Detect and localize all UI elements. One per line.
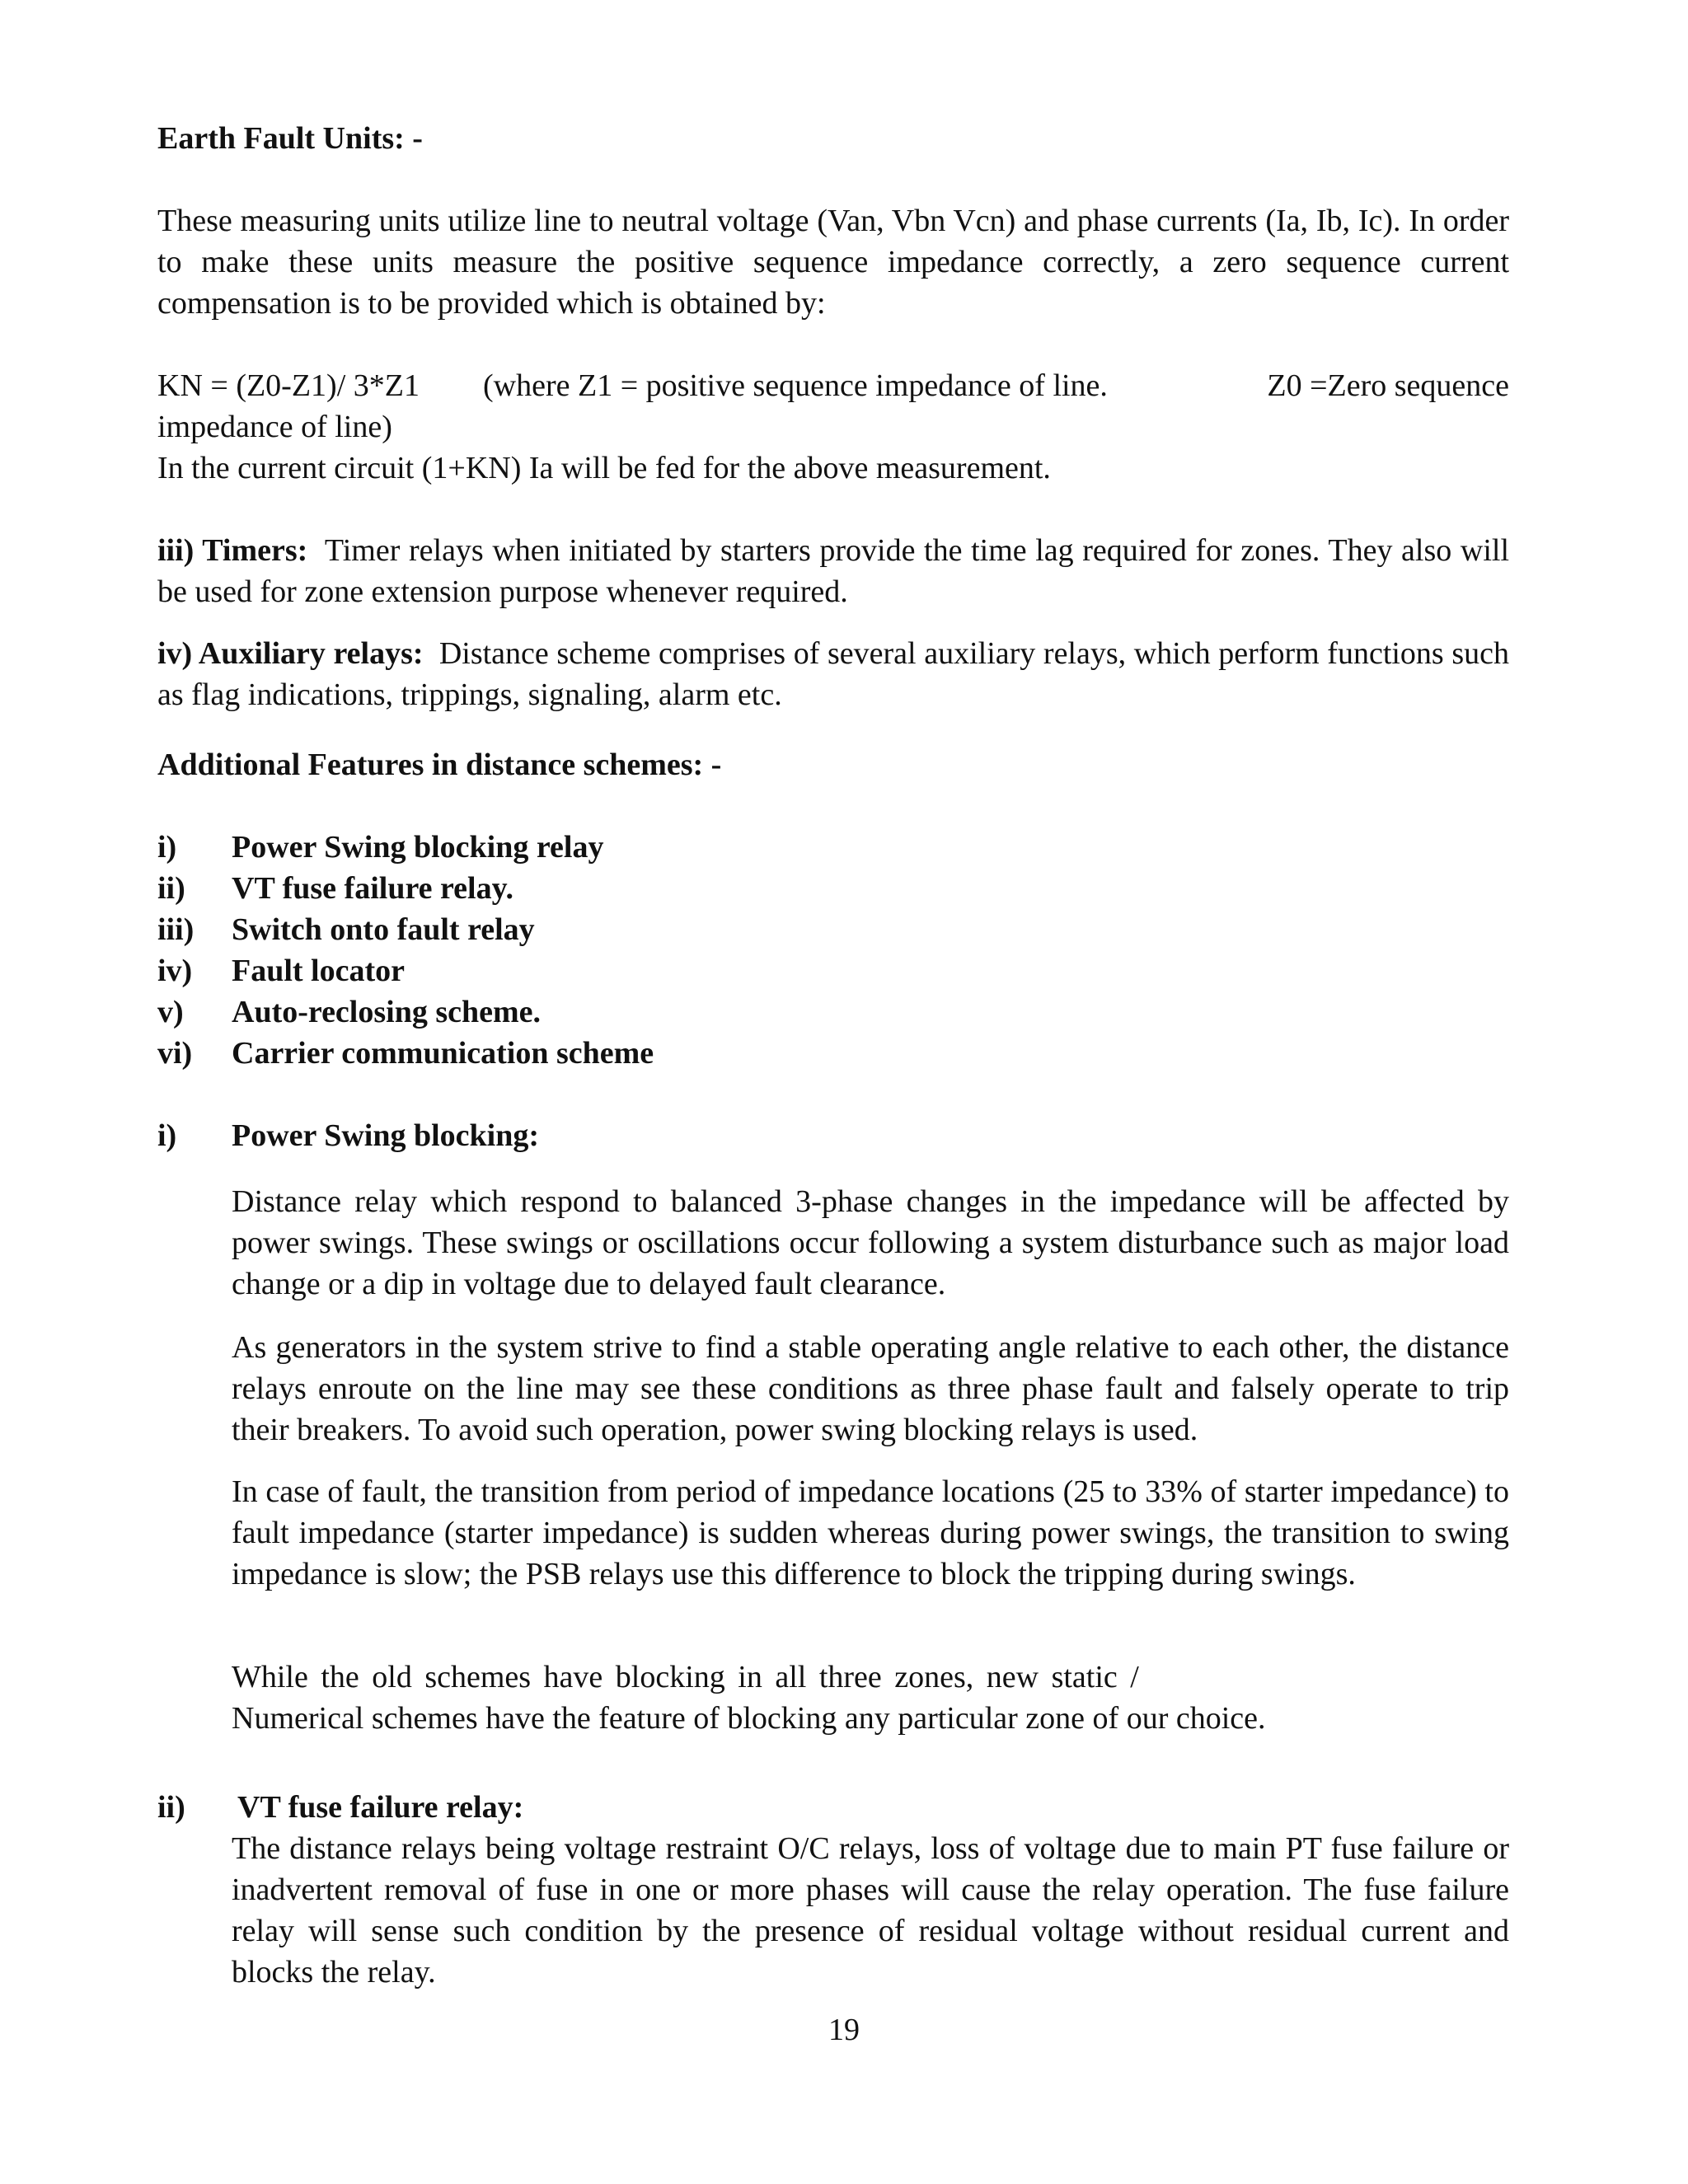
aux-relays-paragraph xyxy=(157,633,1509,715)
heading-additional-features: Additional Features in distance schemes: - xyxy=(157,748,722,782)
list-text: Switch onto fault relay xyxy=(232,912,535,947)
list-number: i) xyxy=(157,830,177,865)
aux-relays-label: iv) Auxiliary relays: xyxy=(157,636,424,671)
kn-z0-text: Z0 =Zero sequence xyxy=(1267,368,1509,403)
kn-formula: KN = (Z0-Z1)/ 3*Z1 xyxy=(157,368,420,403)
kn-formula-line xyxy=(157,365,1509,406)
timers-label: iii) Timers: xyxy=(157,533,308,568)
paragraph-measuring-units: These measuring units utilize line to neutral voltage (Van, Vbn Vcn) and phase currents (Ia, Ib, Ic). In order to make these units measure the positive sequence impedance correctly, a zero sequence current compensation is to be provided which is obtained by: xyxy=(157,204,1509,321)
aux-relays-text: Distance scheme comprises of several auxiliary relays, which perform functions such as flag indications, trippings, signaling, alarm etc. xyxy=(157,636,1510,712)
list-number: vi) xyxy=(157,1036,193,1071)
power-swing-paragraph-3: In case of fault, the transition from period of impedance locations (25 to 33% of starter impedance) to fault impedance (starter impedance) is sudden whereas during power swings, the transition to swing impedance is slow; the PSB relays use this difference to block the tripping during swings. xyxy=(232,1474,1509,1591)
list-text: Auto-reclosing scheme. xyxy=(232,995,542,1029)
list-number: ii) xyxy=(157,871,185,906)
list-number: v) xyxy=(157,995,184,1029)
kn-where-text: (where Z1 = positive sequence impedance of line. xyxy=(483,368,1108,403)
list-number: iii) xyxy=(157,912,195,947)
list-text: VT fuse failure relay. xyxy=(232,871,513,906)
vt-fuse-paragraph: The distance relays being voltage restraint O/C relays, loss of voltage due to main PT fuse failure or inadvertent removal of fuse in one or more phases will cause the relay operation. The fuse failure relay will sense such condition by the presence of residual voltage without residual current and blocks the relay. xyxy=(232,1831,1509,1990)
list-text: Power Swing blocking relay xyxy=(232,830,604,865)
list-text: Fault locator xyxy=(232,954,406,988)
timers-paragraph xyxy=(157,530,1509,612)
power-swing-paragraph-4-line-1: While the old schemes have blocking in all three zones, new static / xyxy=(232,1660,1139,1694)
current-circuit-note: In the current circuit (1+KN) Ia will be fed for the above measurement. xyxy=(157,451,1051,485)
list-text: Carrier communication scheme xyxy=(232,1036,654,1071)
timers-text: Timer relays when initiated by starters provide the time lag required for zones. They also will be used for zone extension purpose whenever required. xyxy=(157,533,1509,609)
power-swing-paragraph-2: As generators in the system strive to find a stable operating angle relative to each other, the distance relays enroute on the line may see these conditions as three phase fault and falsely operate to trip their breakers. To avoid such operation, power swing blocking relays is used. xyxy=(232,1330,1509,1447)
list-number: iv) xyxy=(157,954,193,988)
page-number: 19 xyxy=(828,2013,860,2047)
power-swing-paragraph-1: Distance relay which respond to balanced 3-phase changes in the impedance will be affected by power swings. These swings or oscillations occur following a system disturbance such as major load change or a dip in voltage due to delayed fault clearance. xyxy=(232,1184,1509,1301)
power-swing-paragraph-4-line-2: Numerical schemes have the feature of blocking any particular zone of our choice. xyxy=(232,1701,1266,1736)
section-number: ii) xyxy=(157,1790,185,1825)
section-number: i) xyxy=(157,1118,177,1153)
kn-formula-tail: impedance of line) xyxy=(157,410,392,444)
section-title: VT fuse failure relay: xyxy=(237,1790,524,1825)
section-title: Power Swing blocking: xyxy=(232,1118,540,1153)
heading-earth-fault-units: Earth Fault Units: - xyxy=(157,121,423,156)
